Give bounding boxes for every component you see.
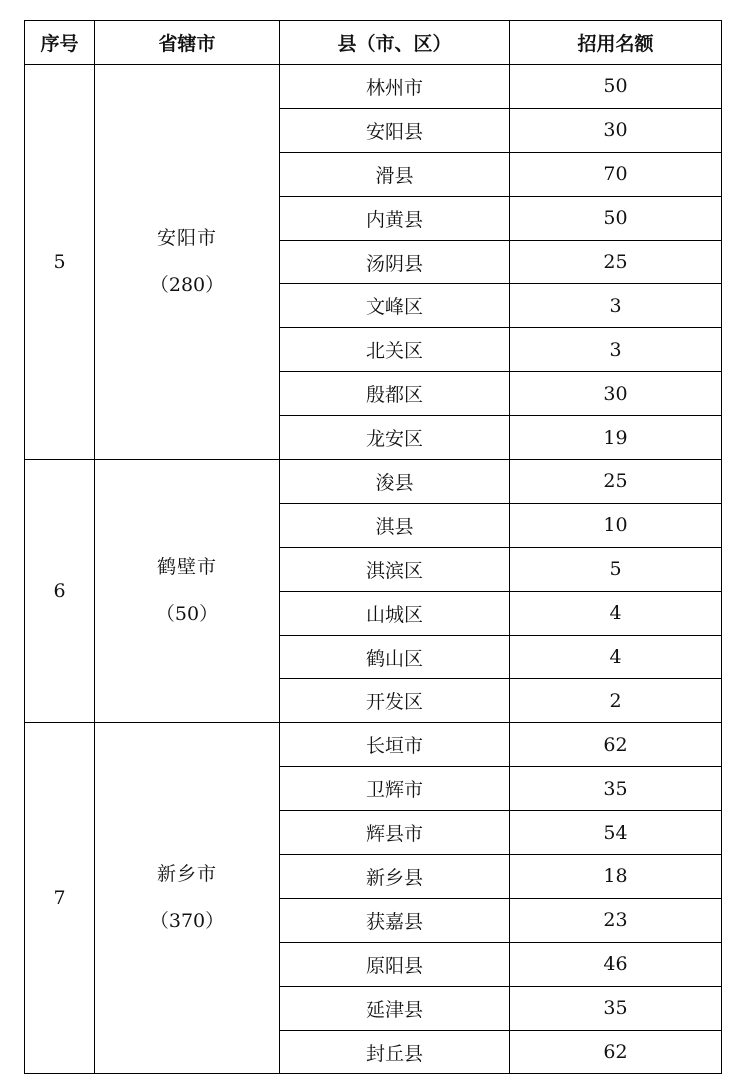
quota-cell: 62: [510, 723, 722, 767]
quota-cell: 62: [510, 1030, 722, 1074]
county-cell: 龙安区: [280, 416, 510, 460]
county-cell: 开发区: [280, 679, 510, 723]
county-cell: 延津县: [280, 986, 510, 1030]
county-cell: 鹤山区: [280, 635, 510, 679]
county-cell: 安阳县: [280, 108, 510, 152]
quota-cell: 4: [510, 635, 722, 679]
quota-cell: 70: [510, 152, 722, 196]
quota-cell: 18: [510, 855, 722, 899]
header-row: [25, 21, 722, 65]
quota-cell: 50: [510, 65, 722, 109]
county-cell: 新乡县: [280, 855, 510, 899]
quota-cell: 23: [510, 898, 722, 942]
quota-cell: 19: [510, 416, 722, 460]
city-cell: [95, 460, 280, 723]
quota-cell: 25: [510, 240, 722, 284]
table-row: [25, 723, 722, 767]
county-cell: 原阳县: [280, 942, 510, 986]
quota-table: [24, 20, 722, 1074]
county-cell: 浚县: [280, 460, 510, 504]
city-name: 新乡市: [156, 863, 217, 886]
quota-cell: 10: [510, 503, 722, 547]
quota-cell: 3: [510, 328, 722, 372]
table-row: [25, 65, 722, 109]
quota-cell: 30: [510, 372, 722, 416]
header-seq: 序号: [25, 21, 95, 65]
county-cell: 文峰区: [280, 284, 510, 328]
county-cell: 封丘县: [280, 1030, 510, 1074]
city-cell: [95, 723, 280, 1074]
city-cell: [95, 65, 280, 460]
county-cell: 长垣市: [280, 723, 510, 767]
county-cell: 卫辉市: [280, 767, 510, 811]
quota-cell: 25: [510, 460, 722, 504]
header-county: 县（市、区）: [280, 21, 510, 65]
quota-cell: 4: [510, 591, 722, 635]
seq-cell: 5: [25, 65, 95, 460]
header-quota: 招用名额: [510, 21, 722, 65]
county-cell: 汤阴县: [280, 240, 510, 284]
quota-table-container: [24, 20, 722, 1074]
quota-cell: 30: [510, 108, 722, 152]
city-total: （50）: [155, 603, 219, 626]
quota-cell: 2: [510, 679, 722, 723]
county-cell: 获嘉县: [280, 898, 510, 942]
quota-cell: 3: [510, 284, 722, 328]
city-total: （280）: [149, 274, 225, 296]
county-cell: 殷都区: [280, 372, 510, 416]
city-name: 鹤壁市: [156, 556, 217, 579]
county-cell: 林州市: [280, 65, 510, 109]
seq-cell: 7: [25, 723, 95, 1074]
city-total: （370）: [149, 910, 225, 933]
quota-cell: 5: [510, 547, 722, 591]
county-cell: 山城区: [280, 591, 510, 635]
county-cell: 北关区: [280, 328, 510, 372]
county-cell: 淇县: [280, 503, 510, 547]
table-row: [25, 460, 722, 504]
county-cell: 内黄县: [280, 196, 510, 240]
quota-cell: 54: [510, 811, 722, 855]
county-cell: 滑县: [280, 152, 510, 196]
quota-cell: 50: [510, 196, 722, 240]
quota-cell: 35: [510, 986, 722, 1030]
county-cell: 淇滨区: [280, 547, 510, 591]
quota-cell: 35: [510, 767, 722, 811]
county-cell: 辉县市: [280, 811, 510, 855]
city-name: 安阳市: [156, 227, 217, 249]
table-body: [25, 65, 722, 1074]
quota-cell: 46: [510, 942, 722, 986]
seq-cell: 6: [25, 460, 95, 723]
header-city: 省辖市: [95, 21, 280, 65]
